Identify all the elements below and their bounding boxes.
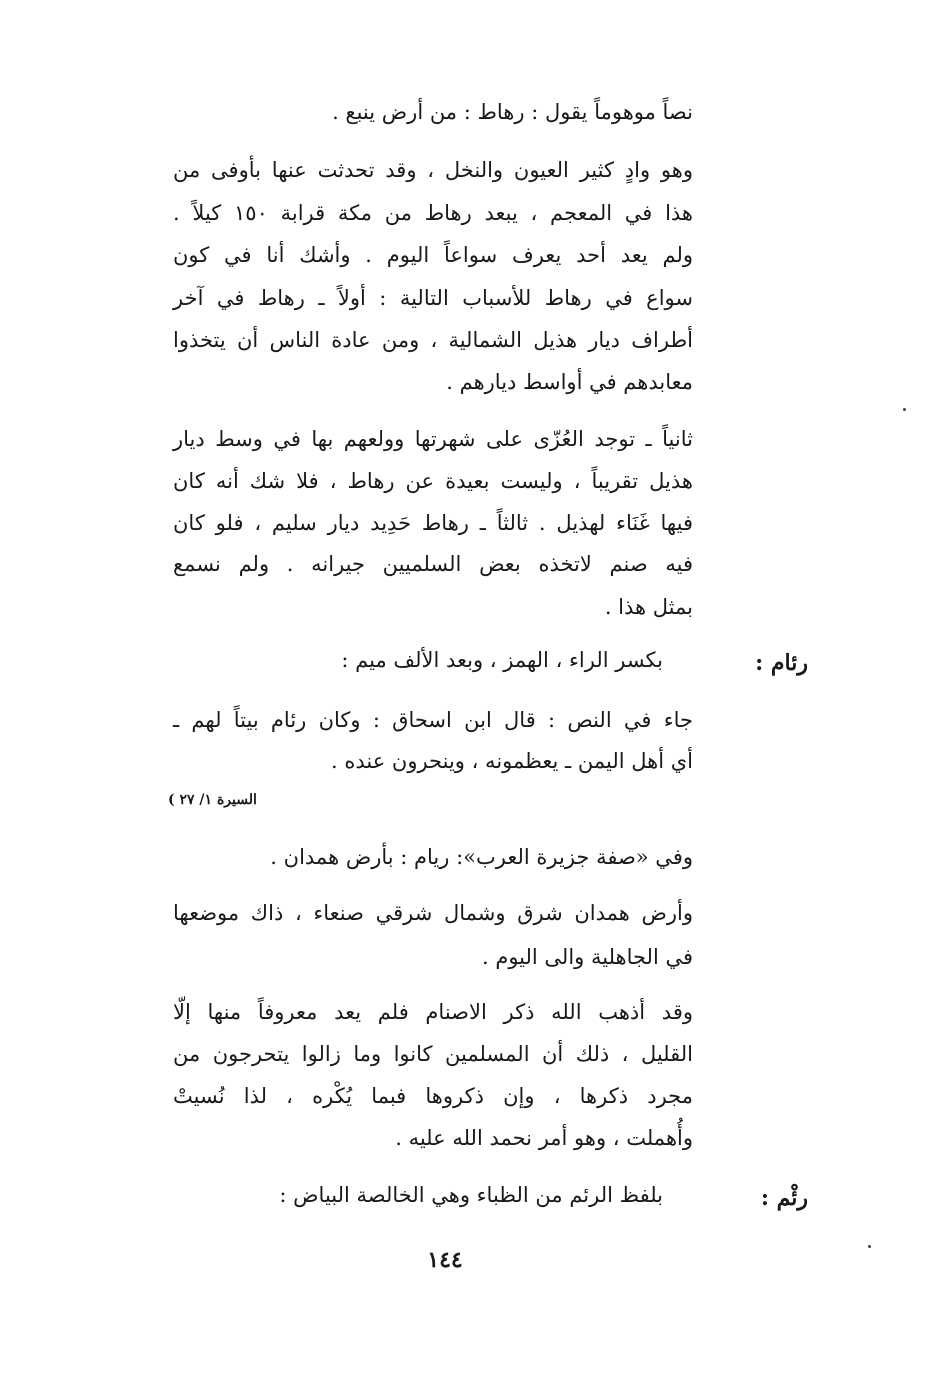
page-number: ١٤٤ xyxy=(427,1247,463,1273)
entry-term-riam: رئام : xyxy=(755,650,808,676)
text-line: أطراف ديار هذيل الشمالية ، ومن عادة الناس أن يتخذوا xyxy=(173,328,693,352)
text-line: نصاً موهوماً يقول : رهاط : من أرض ينبع . xyxy=(332,100,693,124)
text-line: وفي «صفة جزيرة العرب»: ريام : بأرض همدان . xyxy=(270,845,693,869)
text-line: بمثل هذا . xyxy=(604,595,693,619)
text-line: وهو وادٍ كثير العيون والنخل ، وقد تحدثت عنها بأوفى من xyxy=(173,158,693,182)
text-line: ولم يعد أحد يعرف سواعاً اليوم . وأشك أنا في كون xyxy=(173,243,693,267)
text-line: فيها غَنَاء لهذيل . ثالثاً ـ رهاط حَدِيد ديار سليم ، فلو كان xyxy=(173,511,693,535)
text-line: ثانياً ـ توجد العُزّى على شهرتها وولعهم بها في وسط ديار xyxy=(173,427,693,451)
scan-speck xyxy=(903,408,906,411)
entry-definition: بكسر الراء ، الهمز ، وبعد الألف ميم : xyxy=(341,648,663,672)
entry-term-rim: رئْم : xyxy=(760,1185,808,1211)
entry-definition: بلفظ الرئم من الظباء وهي الخالصة البياض : xyxy=(279,1183,663,1207)
scan-speck xyxy=(868,1245,871,1248)
text-line: مجرد ذكرها ، وإن ذكروها فبما يُكْره ، لذا نُسيتْ xyxy=(173,1084,693,1108)
text-line: هذيل تقريباً ، وليست بعيدة عن رهاط ، فلا شك أنه كان xyxy=(173,469,693,493)
text-line: وقد أذهب الله ذكر الاصنام فلم يعد معروفاً منها إلّا xyxy=(173,1000,693,1024)
text-line: القليل ، ذلك أن المسلمين كانوا وما زالوا يتحرجون من xyxy=(173,1042,693,1066)
text-line: وأُهملت ، وهو أمر نحمد الله عليه . xyxy=(395,1126,693,1150)
text-line: فيه صنم لاتخذه بعض السلميين جيرانه . ولم نسمع xyxy=(173,552,693,576)
citation: السيرة ١/ ٢٧ ) xyxy=(168,792,257,808)
text-line: في الجاهلية والى اليوم . xyxy=(481,945,693,969)
text-line: معابدهم في أواسط ديارهم . xyxy=(446,370,693,394)
text-line: سواع في رهاط للأسباب التالية : أولاً ـ رهاط في آخر xyxy=(173,286,693,310)
text-line: أي أهل اليمن ـ يعظمونه ، وينحرون عنده . xyxy=(330,749,693,773)
text-line: هذا في المعجم ، يبعد رهاط من مكة قرابة ١٥٠ كيلاً . xyxy=(173,201,694,225)
text-line: وأرض همدان شرق وشمال شرقي صنعاء ، ذاك موضعها xyxy=(173,901,693,925)
text-line: جاء في النص : قال ابن اسحاق : وكان رئام بيتاً لهم ـ xyxy=(173,708,693,732)
